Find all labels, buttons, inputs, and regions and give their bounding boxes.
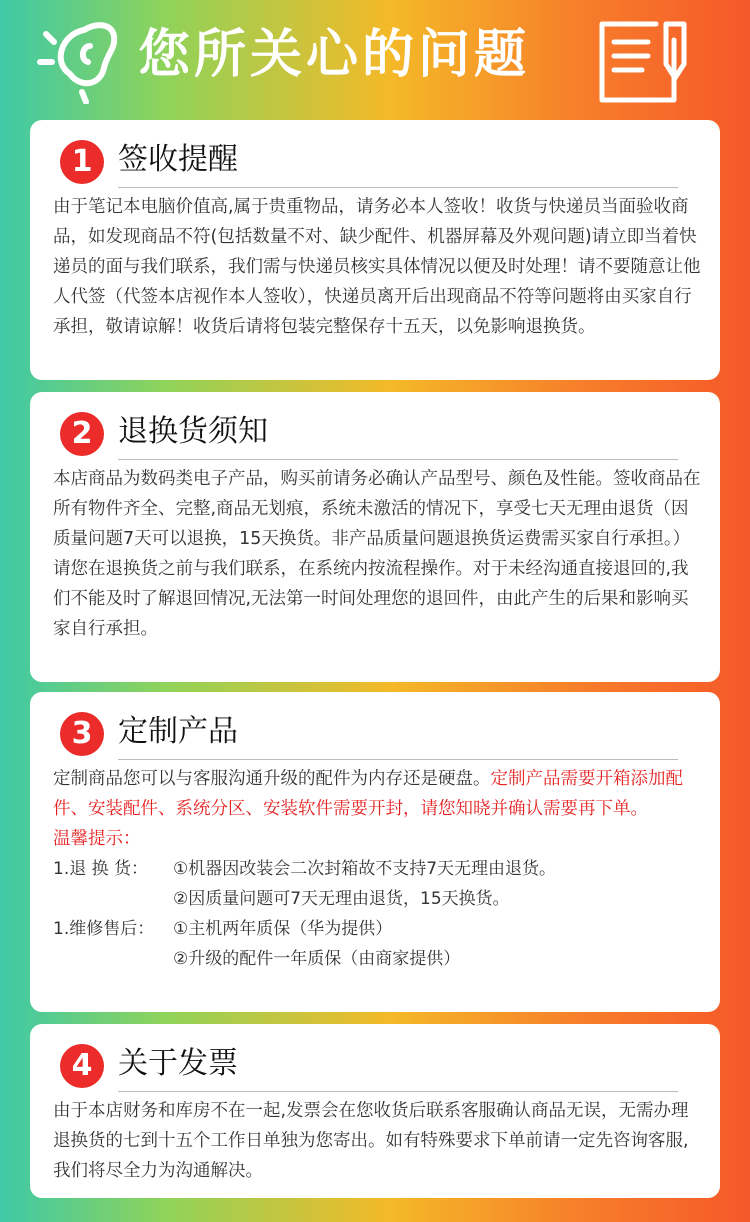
section-body bbox=[53, 764, 703, 974]
title-underline bbox=[118, 459, 678, 460]
section-number-badge: 4 bbox=[60, 1044, 104, 1088]
tip-row-label: 1.维修售后： bbox=[53, 919, 155, 939]
tip-row-text: ①主机两年质保（华为提供） bbox=[173, 919, 393, 939]
section-title: 退换货须知 bbox=[118, 414, 268, 449]
tip-row-text: ①机器因改装会二次封箱故不支持7天无理由退货。 bbox=[173, 859, 557, 879]
tip-row-label: 1.退 换 货： bbox=[53, 859, 149, 879]
tip-row-text: ②升级的配件一年质保（由商家提供） bbox=[173, 949, 461, 969]
page-title: 您所关心的问题 bbox=[138, 25, 531, 85]
section-card-return-policy bbox=[30, 392, 720, 682]
tip-row bbox=[53, 884, 703, 914]
title-underline bbox=[118, 1091, 678, 1092]
page-header bbox=[0, 0, 750, 110]
section-number-badge: 2 bbox=[60, 412, 104, 456]
section-card-invoice bbox=[30, 1024, 720, 1198]
title-underline bbox=[118, 187, 678, 188]
section-body bbox=[53, 192, 703, 342]
intro-warning-text: 定制产品需要开箱添加配件、安装配件、系统分区、安装软件需要开封，请您知晓并确认需要再下单。 bbox=[53, 769, 683, 819]
title-underline bbox=[118, 759, 678, 760]
tip-row bbox=[53, 854, 703, 884]
tip-row bbox=[53, 944, 703, 974]
section-body bbox=[53, 464, 703, 644]
section-number-badge: 3 bbox=[60, 712, 104, 756]
section-card-custom-products bbox=[30, 692, 720, 1012]
section-paragraph: 本店商品为数码类电子产品，购买前请务必确认产品型号、颜色及性能。签收商品在所有物件齐全、完整,商品无划痕，系统未激活的情况下，享受七天无理由退货（因质量问题7天可以退换，15天换货。非产品质量问题退换货运费需买家自行承担。） bbox=[53, 469, 701, 549]
section-paragraph: 由于笔记本电脑价值高,属于贵重物品，请务必本人签收！收货与快递员当面验收商品，如发现商品不符(包括数量不对、缺少配件、机器屏幕及外观问题)请立即当着快递员的面与我们联系，我们需与快递员核实具体情况以便及时处理！请不要随意让他人代签（代签本店视作本人签收），快递员离开后出现商品不符等问题将由买家自行承担，敬请谅解！收货后请将包装完整保存十五天，以免影响退换货。 bbox=[53, 197, 701, 337]
intro-text: 定制商品您可以与客服沟通升级的配件为内存还是硬盘。 bbox=[53, 769, 491, 789]
section-number-badge: 1 bbox=[60, 140, 104, 184]
section-title: 签收提醒 bbox=[118, 142, 238, 177]
tip-label: 温馨提示： bbox=[53, 829, 141, 849]
notepad-pen-icon bbox=[596, 20, 692, 104]
section-paragraph: 由于本店财务和库房不在一起,发票会在您收货后联系客服确认商品无误，无需办理退换货的七到十五个工作日单独为您寄出。如有特殊要求下单前请一定先咨询客服,我们将尽全力为沟通解决。 bbox=[53, 1101, 689, 1181]
section-title: 定制产品 bbox=[118, 714, 238, 749]
section-title: 关于发票 bbox=[118, 1046, 238, 1081]
section-paragraph bbox=[53, 764, 703, 824]
tip-row-text: ②因质量问题可7天无理由退货，15天换货。 bbox=[173, 889, 510, 909]
section-paragraph: 请您在退换货之前与我们联系，在系统内按流程操作。对于未经沟通直接退回的,我们不能及时了解退回情况,无法第一时间处理您的退回件，由此产生的后果和影响买家自行承担。 bbox=[53, 559, 689, 639]
section-body bbox=[53, 1096, 703, 1186]
tip-row bbox=[53, 914, 703, 944]
section-card-sign-reminder bbox=[30, 120, 720, 380]
doodle-avocado-icon bbox=[22, 12, 132, 104]
